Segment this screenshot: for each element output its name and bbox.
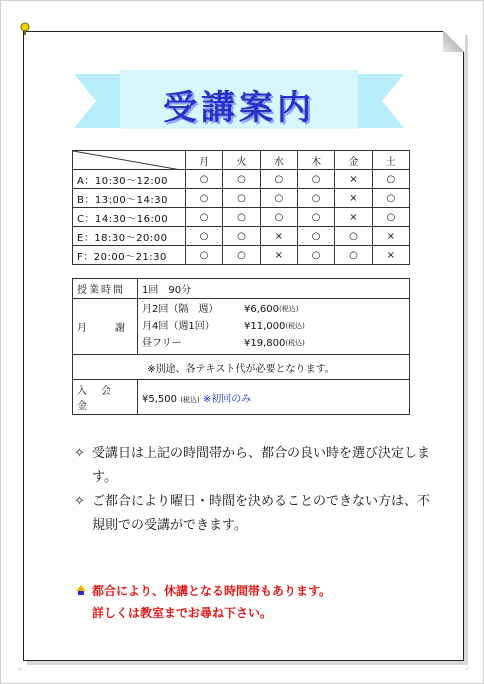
- availability-cell: ×: [260, 227, 297, 246]
- time-slot-label: B：13:00〜14:30: [73, 189, 186, 208]
- monthly-label-part: 月: [77, 323, 89, 334]
- day-header: 水: [260, 151, 297, 170]
- document-page: [18, 31, 469, 672]
- lesson-time-label: 授業時間: [73, 279, 138, 299]
- notes-section: [74, 442, 434, 538]
- day-header: 火: [223, 151, 260, 170]
- day-header: 金: [335, 151, 372, 170]
- availability-cell: ○: [260, 189, 297, 208]
- diagonal-header-cell: [73, 151, 186, 170]
- note-item: [74, 490, 434, 538]
- monthly-fee-label: [73, 299, 138, 355]
- availability-cell: ○: [297, 227, 334, 246]
- fee-plan: 月2回（隔 週）: [142, 304, 219, 315]
- availability-cell: ○: [297, 170, 334, 189]
- entry-fee-tax: (税込): [180, 395, 200, 404]
- sparkle-bullet-icon: ✧: [74, 494, 85, 509]
- entry-fee-label: 入 会 金: [73, 380, 138, 415]
- fee-item: [142, 301, 405, 318]
- availability-cell: ○: [260, 208, 297, 227]
- time-slot-label: C：14:30〜16:00: [73, 208, 186, 227]
- page-corner-curl: [443, 30, 465, 52]
- entry-fee-value: [138, 380, 410, 415]
- fee-item: [142, 318, 405, 335]
- schedule-table: [72, 150, 410, 265]
- textbook-note: ※別途、各テキスト代が必要となります。: [73, 355, 410, 380]
- pin-icon: [18, 22, 32, 36]
- availability-cell: ○: [260, 170, 297, 189]
- availability-cell: ×: [335, 170, 372, 189]
- page-corner-mark: ⌞: [18, 662, 23, 672]
- time-slot-label: E：18:30〜20:00: [73, 227, 186, 246]
- fee-price: ¥19,800: [244, 338, 286, 349]
- availability-cell: ×: [260, 246, 297, 265]
- day-header: 土: [372, 151, 409, 170]
- day-header: 木: [297, 151, 334, 170]
- availability-cell: ×: [372, 246, 409, 265]
- fee-price: ¥11,000: [244, 321, 286, 332]
- lesson-time-value: 1回 90分: [138, 279, 410, 299]
- closure-warning: [74, 580, 434, 624]
- availability-cell: ○: [223, 208, 260, 227]
- note-text: ご都合により曜日・時間を決めることのできない方は、不規則での受講ができます。: [92, 494, 431, 533]
- availability-cell: ○: [372, 189, 409, 208]
- availability-cell: ×: [335, 189, 372, 208]
- availability-cell: ○: [372, 170, 409, 189]
- monthly-fee-list: [138, 299, 410, 355]
- fee-item: [142, 335, 405, 352]
- availability-cell: ×: [335, 208, 372, 227]
- fee-tax: (税込): [279, 305, 299, 313]
- fee-plan: 昼フリー: [142, 338, 182, 349]
- note-item: [74, 442, 434, 490]
- availability-cell: ○: [186, 189, 223, 208]
- lesson-time-row: [73, 279, 410, 299]
- availability-cell: ○: [335, 246, 372, 265]
- availability-cell: ○: [335, 227, 372, 246]
- title-banner: [74, 70, 404, 132]
- day-header: 月: [186, 151, 223, 170]
- availability-cell: ○: [186, 208, 223, 227]
- availability-cell: ○: [372, 208, 409, 227]
- availability-cell: ○: [223, 227, 260, 246]
- sparkle-bullet-icon: ✧: [74, 446, 85, 461]
- schedule-row: [73, 189, 410, 208]
- arrow-bullet-icon: [74, 583, 88, 597]
- schedule-row: [73, 208, 410, 227]
- fee-tax: (税込): [285, 339, 305, 347]
- warning-text: 都合により、休講となる時間帯もあります。: [92, 584, 332, 598]
- warning-line: [74, 580, 434, 602]
- warning-line: 詳しくは教室までお尋ね下さい。: [92, 606, 273, 620]
- schedule-header-row: [73, 151, 410, 170]
- fee-info-table: [72, 278, 410, 415]
- availability-cell: ○: [223, 170, 260, 189]
- availability-cell: ○: [186, 170, 223, 189]
- fee-price: ¥6,600: [244, 304, 279, 315]
- availability-cell: ×: [372, 227, 409, 246]
- availability-cell: ○: [186, 227, 223, 246]
- page-title: 受講案内: [163, 88, 315, 128]
- entry-fee-note: ※初回のみ: [202, 393, 252, 405]
- entry-fee-price: ¥5,500: [142, 393, 177, 405]
- availability-cell: ○: [223, 189, 260, 208]
- time-slot-label: F：20:00〜21:30: [73, 246, 186, 265]
- time-slot-label: A：10:30〜12:00: [73, 170, 186, 189]
- availability-cell: ○: [297, 189, 334, 208]
- note-text: 受講日は上記の時間帯から、都合の良い時を選び決定します。: [92, 446, 431, 485]
- page-corner-mark: ⌟: [464, 662, 469, 672]
- entry-fee-row: [73, 380, 410, 415]
- availability-cell: ○: [186, 246, 223, 265]
- schedule-row: [73, 227, 410, 246]
- availability-cell: ○: [223, 246, 260, 265]
- fee-plan: 月4回（週1回）: [142, 321, 215, 332]
- availability-cell: ○: [297, 208, 334, 227]
- textbook-note-row: [73, 355, 410, 380]
- schedule-row: [73, 170, 410, 189]
- schedule-row: [73, 246, 410, 265]
- monthly-fee-row: [73, 299, 410, 355]
- fee-tax: (税込): [285, 322, 305, 330]
- availability-cell: ○: [297, 246, 334, 265]
- monthly-label-part: 謝: [115, 323, 127, 334]
